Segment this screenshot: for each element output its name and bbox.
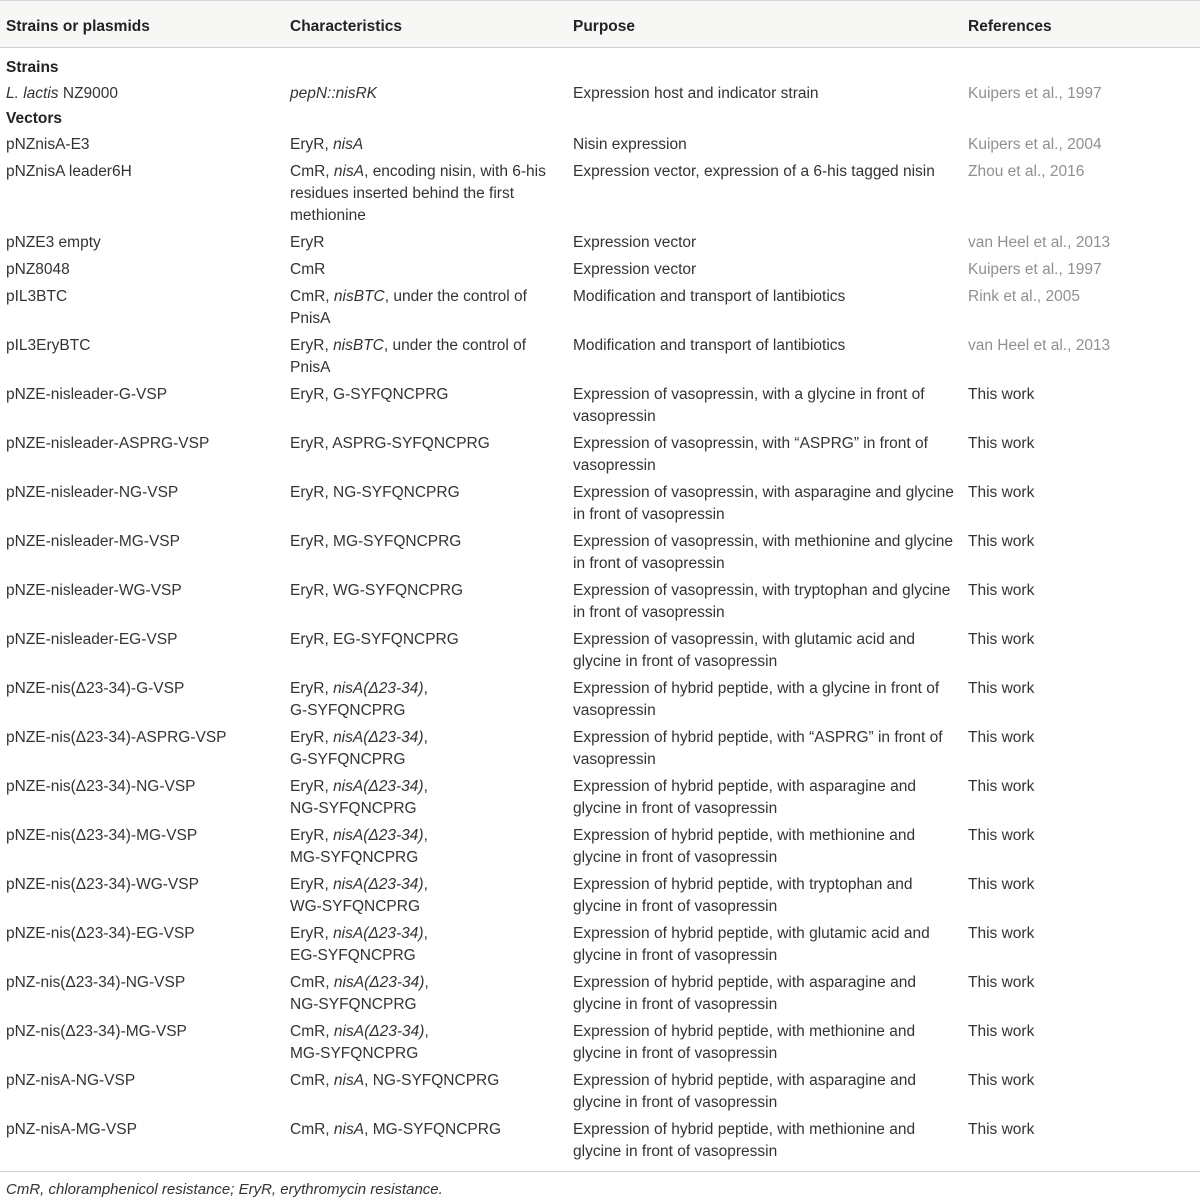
text: EG-SYFQNCPRG bbox=[290, 947, 416, 964]
text: CmR, bbox=[290, 1023, 334, 1040]
header-characteristics: Characteristics bbox=[284, 1, 567, 48]
text: EryR, bbox=[290, 729, 334, 746]
text: G-SYFQNCPRG bbox=[290, 702, 406, 719]
text: EryR, bbox=[290, 778, 334, 795]
cell-characteristics bbox=[284, 131, 567, 158]
cell-name: pNZ8048 bbox=[6, 261, 70, 278]
table-row bbox=[0, 577, 1200, 626]
cell-name: pNZE-nis(Δ23-34)-G-VSP bbox=[6, 680, 185, 697]
italic-text: nisBTC bbox=[333, 288, 385, 305]
table-row bbox=[0, 528, 1200, 577]
cell-purpose: Expression of hybrid peptide, with tryptophan and glycine in front of vasopressin bbox=[573, 876, 913, 915]
table-row bbox=[0, 969, 1200, 1018]
cell-reference: Kuipers et al., 1997 bbox=[968, 85, 1102, 102]
table-row bbox=[0, 822, 1200, 871]
table-row bbox=[0, 332, 1200, 381]
cell-purpose: Expression of hybrid peptide, with asparagine and glycine in front of vasopressin bbox=[573, 974, 916, 1013]
italic-text: nisA bbox=[333, 1121, 365, 1138]
cell-characteristics bbox=[284, 675, 567, 724]
text: NG-SYFQNCPRG bbox=[290, 996, 417, 1013]
italic-text: nisA bbox=[333, 163, 365, 180]
section-title: Strains bbox=[6, 59, 59, 76]
cell-purpose: Expression host and indicator strain bbox=[573, 85, 819, 102]
cell-reference: This work bbox=[968, 1072, 1035, 1089]
cell-reference: This work bbox=[968, 631, 1035, 648]
cell-reference: van Heel et al., 2013 bbox=[968, 234, 1111, 251]
italic-text: nisA(Δ23-34) bbox=[333, 827, 424, 844]
cell-purpose: Expression vector, expression of a 6-his tagged nisin bbox=[573, 163, 935, 180]
table-row bbox=[0, 675, 1200, 724]
text: CmR, bbox=[290, 974, 334, 991]
cell-characteristics bbox=[284, 969, 567, 1018]
cell-purpose: Expression of vasopressin, with a glycine in front of vasopressin bbox=[573, 386, 925, 425]
cell-characteristics bbox=[284, 283, 567, 332]
italic-text: nisA(Δ23-34) bbox=[333, 925, 424, 942]
cell-name: pNZ-nisA-MG-VSP bbox=[6, 1121, 137, 1138]
cell-purpose: Expression of vasopressin, with “ASPRG” in front of vasopressin bbox=[573, 435, 928, 474]
cell-reference: This work bbox=[968, 925, 1035, 942]
italic-text: pepN::nisRK bbox=[290, 85, 378, 102]
cell-characteristics bbox=[284, 158, 567, 229]
table-row bbox=[0, 479, 1200, 528]
header-row bbox=[0, 1, 1200, 48]
italic-text: nisA bbox=[333, 136, 364, 153]
text: , bbox=[424, 974, 429, 991]
text: MG-SYFQNCPRG bbox=[290, 849, 419, 866]
table-row bbox=[0, 158, 1200, 229]
text: , bbox=[423, 680, 428, 697]
cell-purpose: Expression of vasopressin, with tryptophan and glycine in front of vasopressin bbox=[573, 582, 951, 621]
cell-name: pNZE-nisleader-G-VSP bbox=[6, 386, 168, 403]
cell-characteristics bbox=[284, 1067, 567, 1116]
italic-text: nisA(Δ23-34) bbox=[333, 1023, 425, 1040]
italic-text: L. lactis bbox=[6, 85, 59, 102]
table-header bbox=[0, 1, 1200, 48]
italic-text: nisA bbox=[333, 1072, 365, 1089]
text: EryR, bbox=[290, 827, 334, 844]
text: G-SYFQNCPRG bbox=[290, 751, 406, 768]
table-footnote: CmR, chloramphenicol resistance; EryR, erythromycin resistance. bbox=[6, 1181, 443, 1198]
header-strains-or-plasmids: Strains or plasmids bbox=[0, 1, 284, 48]
text: EryR bbox=[290, 234, 325, 251]
table-row bbox=[0, 131, 1200, 158]
table-row bbox=[0, 626, 1200, 675]
cell-purpose: Expression of hybrid peptide, with glutamic acid and glycine in front of vasopressin bbox=[573, 925, 930, 964]
text: , MG-SYFQNCPRG bbox=[364, 1121, 501, 1138]
cell-purpose: Nisin expression bbox=[573, 136, 687, 153]
text: , under the control of PnisA bbox=[290, 288, 527, 327]
table-row bbox=[0, 381, 1200, 430]
italic-text: nisBTC bbox=[333, 337, 384, 354]
cell-characteristics bbox=[284, 626, 567, 675]
section-title: Vectors bbox=[6, 110, 63, 127]
cell-name: pNZ-nis(Δ23-34)-MG-VSP bbox=[6, 1023, 187, 1040]
cell-characteristics bbox=[284, 332, 567, 381]
table-row bbox=[0, 920, 1200, 969]
section-row bbox=[0, 107, 1200, 131]
table-row bbox=[0, 724, 1200, 773]
text: , bbox=[423, 876, 428, 893]
cell-name: pNZnisA-E3 bbox=[6, 136, 90, 153]
cell-name: pIL3BTC bbox=[6, 288, 68, 305]
cell-purpose: Expression of hybrid peptide, with methionine and glycine in front of vasopressin bbox=[573, 1121, 916, 1160]
table-row bbox=[0, 229, 1200, 256]
table-row bbox=[0, 1116, 1200, 1171]
table-row bbox=[0, 256, 1200, 283]
text: WG-SYFQNCPRG bbox=[290, 898, 421, 915]
header-purpose: Purpose bbox=[567, 1, 962, 48]
text: EryR, EG-SYFQNCPRG bbox=[290, 631, 459, 648]
italic-text: nisA(Δ23-34) bbox=[333, 680, 424, 697]
cell-reference: Kuipers et al., 1997 bbox=[968, 261, 1102, 278]
text: MG-SYFQNCPRG bbox=[290, 1045, 419, 1062]
table-row bbox=[0, 1018, 1200, 1067]
cell-reference: This work bbox=[968, 680, 1035, 697]
text: , bbox=[423, 827, 428, 844]
cell-reference: This work bbox=[968, 974, 1035, 991]
cell-purpose: Expression of vasopressin, with asparagine and glycine in front of vasopressin bbox=[573, 484, 954, 523]
text: EryR, bbox=[290, 876, 334, 893]
text: EryR, bbox=[290, 680, 334, 697]
cell-characteristics bbox=[284, 822, 567, 871]
text: NG-SYFQNCPRG bbox=[290, 800, 417, 817]
table-body bbox=[0, 48, 1200, 1172]
table-row bbox=[0, 283, 1200, 332]
cell-reference: This work bbox=[968, 484, 1035, 501]
cell-name: pNZE-nisleader-NG-VSP bbox=[6, 484, 179, 501]
cell-reference: This work bbox=[968, 435, 1035, 452]
cell-purpose: Expression of vasopressin, with methionine and glycine in front of vasopressin bbox=[573, 533, 953, 572]
cell-purpose: Modification and transport of lantibiotics bbox=[573, 337, 846, 354]
cell-reference: This work bbox=[968, 386, 1035, 403]
cell-reference: Zhou et al., 2016 bbox=[968, 163, 1085, 180]
cell-characteristics bbox=[284, 1018, 567, 1067]
text: EryR, bbox=[290, 136, 334, 153]
text: , bbox=[423, 925, 428, 942]
cell-reference: Kuipers et al., 2004 bbox=[968, 136, 1102, 153]
cell-reference: This work bbox=[968, 1121, 1035, 1138]
cell-name bbox=[0, 80, 284, 107]
cell-reference: This work bbox=[968, 827, 1035, 844]
text: CmR, bbox=[290, 1121, 334, 1138]
text: CmR, bbox=[290, 163, 334, 180]
cell-reference: This work bbox=[968, 778, 1035, 795]
cell-characteristics bbox=[284, 528, 567, 577]
cell-characteristics bbox=[284, 773, 567, 822]
cell-characteristics bbox=[284, 724, 567, 773]
cell-name: pNZE-nisleader-ASPRG-VSP bbox=[6, 435, 210, 452]
text: , under the control of PnisA bbox=[290, 337, 527, 376]
cell-name: pNZE-nis(Δ23-34)-ASPRG-VSP bbox=[6, 729, 227, 746]
cell-purpose: Expression of hybrid peptide, with a glycine in front of vasopressin bbox=[573, 680, 940, 719]
cell-purpose: Expression vector bbox=[573, 234, 697, 251]
italic-text: nisA(Δ23-34) bbox=[333, 974, 425, 991]
cell-characteristics bbox=[284, 1116, 567, 1171]
cell-characteristics bbox=[284, 229, 567, 256]
cell-characteristics bbox=[284, 381, 567, 430]
italic-text: nisA(Δ23-34) bbox=[333, 729, 424, 746]
cell-name: pNZE-nis(Δ23-34)-WG-VSP bbox=[6, 876, 199, 893]
cell-reference: This work bbox=[968, 533, 1035, 550]
text: EryR, G-SYFQNCPRG bbox=[290, 386, 449, 403]
cell-name: pNZE-nis(Δ23-34)-MG-VSP bbox=[6, 827, 198, 844]
table-row bbox=[0, 80, 1200, 107]
cell-name: pNZ-nis(Δ23-34)-NG-VSP bbox=[6, 974, 186, 991]
section-row bbox=[0, 48, 1200, 81]
cell-purpose: Expression of hybrid peptide, with methionine and glycine in front of vasopressin bbox=[573, 827, 916, 866]
header-references: References bbox=[962, 1, 1200, 48]
cell-purpose: Expression vector bbox=[573, 261, 697, 278]
cell-name: pNZE-nis(Δ23-34)-EG-VSP bbox=[6, 925, 195, 942]
cell-characteristics bbox=[284, 256, 567, 283]
text: EryR, bbox=[290, 925, 334, 942]
cell-name: pNZE-nis(Δ23-34)-NG-VSP bbox=[6, 778, 196, 795]
cell-characteristics bbox=[284, 871, 567, 920]
cell-purpose: Modification and transport of lantibiotics bbox=[573, 288, 846, 305]
text: , bbox=[424, 1023, 429, 1040]
cell-reference: Rink et al., 2005 bbox=[968, 288, 1081, 305]
cell-name: pNZE-nisleader-EG-VSP bbox=[6, 631, 178, 648]
cell-purpose: Expression of hybrid peptide, with “ASPRG” in front of vasopressin bbox=[573, 729, 943, 768]
text: EryR, WG-SYFQNCPRG bbox=[290, 582, 464, 599]
text: CmR, bbox=[290, 288, 334, 305]
cell-characteristics bbox=[284, 920, 567, 969]
text: , encoding nisin, with 6-his residues inserted behind the first methionine bbox=[290, 163, 546, 224]
cell-reference: van Heel et al., 2013 bbox=[968, 337, 1111, 354]
text: CmR, bbox=[290, 1072, 334, 1089]
text: CmR bbox=[290, 261, 326, 278]
cell-reference: This work bbox=[968, 1023, 1035, 1040]
cell-name: pNZnisA leader6H bbox=[6, 163, 132, 180]
cell-purpose: Expression of vasopressin, with glutamic acid and glycine in front of vasopressin bbox=[573, 631, 916, 670]
italic-text: nisA(Δ23-34) bbox=[333, 778, 424, 795]
table-row bbox=[0, 773, 1200, 822]
text: NZ9000 bbox=[58, 85, 119, 102]
table-row bbox=[0, 430, 1200, 479]
text: , bbox=[423, 729, 428, 746]
cell-name: pIL3EryBTC bbox=[6, 337, 91, 354]
text: EryR, NG-SYFQNCPRG bbox=[290, 484, 460, 501]
cell-name: pNZE-nisleader-WG-VSP bbox=[6, 582, 182, 599]
cell-name: pNZE3 empty bbox=[6, 234, 101, 251]
cell-characteristics bbox=[284, 479, 567, 528]
cell-name: pNZ-nisA-NG-VSP bbox=[6, 1072, 136, 1089]
table-row bbox=[0, 871, 1200, 920]
cell-reference: This work bbox=[968, 876, 1035, 893]
cell-purpose: Expression of hybrid peptide, with methionine and glycine in front of vasopressin bbox=[573, 1023, 916, 1062]
cell-reference: This work bbox=[968, 729, 1035, 746]
text: EryR, MG-SYFQNCPRG bbox=[290, 533, 462, 550]
cell-purpose: Expression of hybrid peptide, with asparagine and glycine in front of vasopressin bbox=[573, 778, 916, 817]
cell-characteristics bbox=[284, 80, 567, 107]
cell-reference: This work bbox=[968, 582, 1035, 599]
cell-name: pNZE-nisleader-MG-VSP bbox=[6, 533, 180, 550]
cell-characteristics bbox=[284, 430, 567, 479]
italic-text: nisA(Δ23-34) bbox=[333, 876, 424, 893]
text: , bbox=[423, 778, 428, 795]
table-row bbox=[0, 1067, 1200, 1116]
cell-purpose: Expression of hybrid peptide, with asparagine and glycine in front of vasopressin bbox=[573, 1072, 916, 1111]
text: EryR, bbox=[290, 337, 334, 354]
cell-characteristics bbox=[284, 577, 567, 626]
text: EryR, ASPRG-SYFQNCPRG bbox=[290, 435, 490, 452]
text: , NG-SYFQNCPRG bbox=[364, 1072, 500, 1089]
